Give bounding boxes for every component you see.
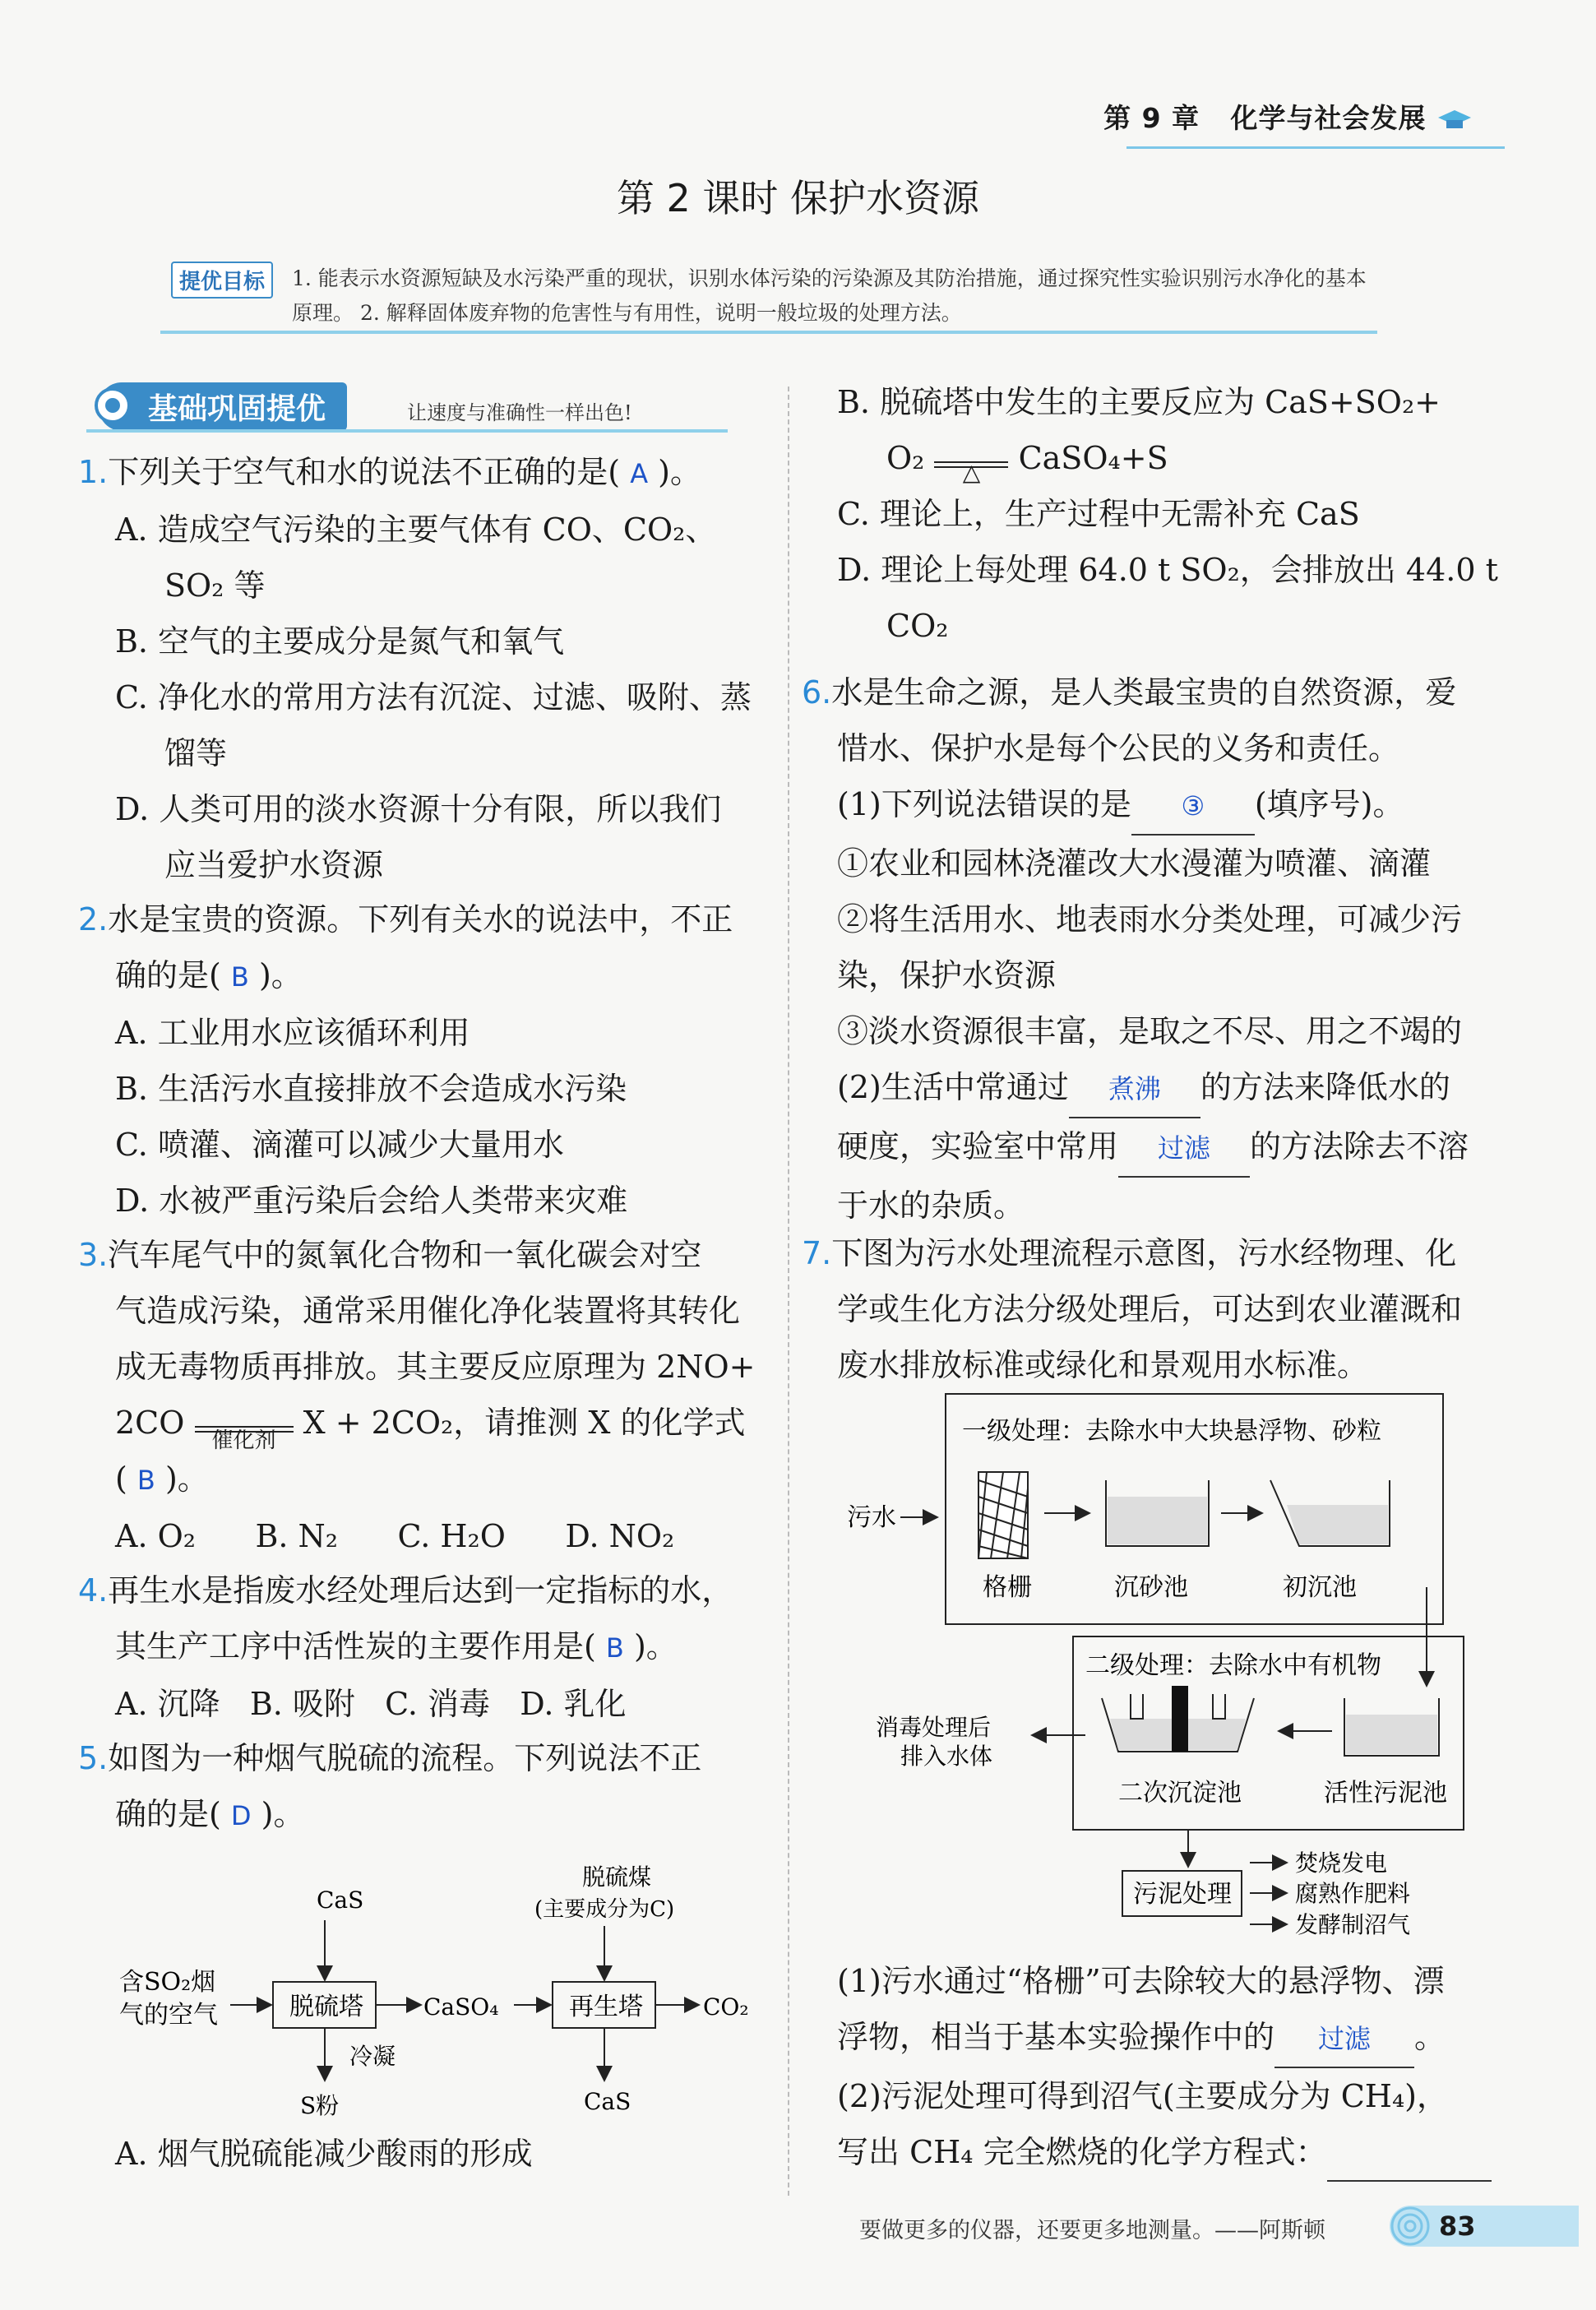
- option-d: D. 人类可用的淡水资源十分有限，所以我们: [115, 791, 722, 827]
- part-1: (1)下列说法错误的是: [837, 786, 1131, 822]
- option-d-cont: CO₂: [886, 608, 949, 644]
- heat-condition: △: [962, 459, 981, 486]
- option-c: C. 喷灌、滴灌可以减少大量用水: [115, 1127, 564, 1163]
- condense-label: 冷凝: [349, 2043, 396, 2070]
- equation-left: 2CO: [115, 1405, 185, 1441]
- statement-2: ②将生活用水、地表雨水分类处理，可减少污: [837, 901, 1463, 937]
- equation-condition: 催化剂: [211, 1428, 276, 1453]
- part-2b: 写出 CH₄ 完全燃烧的化学方程式：: [837, 2134, 1327, 2170]
- question-number: 4.: [78, 1572, 109, 1609]
- options-row: A. 沉降 B. 吸附 C. 消毒 D. 乳化: [115, 1686, 627, 1722]
- question-5: [78, 1730, 769, 1844]
- use-1: 焚烧发电: [1295, 1849, 1388, 1877]
- stage2-label: 二级处理：去除水中有机物: [1085, 1651, 1381, 1680]
- answer: B: [230, 961, 249, 993]
- use-2: 腐熟作肥料: [1295, 1880, 1411, 1907]
- question-number: 2.: [78, 901, 109, 937]
- question-stem: 汽车尾气中的氮氧化合物和一氧化碳会对空: [108, 1237, 702, 1273]
- part-2: (2)污泥处理可得到沼气(主要成分为 CH₄)，: [837, 2078, 1449, 2114]
- answer: B: [605, 1632, 624, 1664]
- reaction-equation: [78, 1395, 769, 1451]
- part-2: (2)生活中常通过: [837, 1069, 1069, 1105]
- discharge-label-2: 排入水体: [900, 1743, 993, 1770]
- question-stem-cont: 确的是(: [115, 957, 221, 993]
- page-title: 第 2 课时 保护水资源: [616, 176, 980, 220]
- target-icon: [92, 385, 133, 429]
- question-stem: 水是宝贵的资源。下列有关水的说法中，不正: [108, 901, 733, 937]
- question-stem: 如图为一种烟气脱硫的流程。下列说法不正: [108, 1740, 702, 1776]
- input-label-2: 气的空气: [119, 2001, 218, 2030]
- question-stem: 再生水是指废水经处理后达到一定指标的水，: [108, 1572, 733, 1609]
- question-stem: 下列关于空气和水的说法不正确的是(: [108, 454, 621, 490]
- chapter-number: 第 9 章: [1103, 102, 1200, 134]
- section-subtitle: 让速度与准确性一样出色!: [407, 401, 632, 424]
- stem-end: )。: [633, 1628, 678, 1664]
- secondary-tank-label: 二次沉淀池: [1118, 1779, 1242, 1808]
- option-a: A. 工业用水应该循环利用: [115, 1015, 470, 1051]
- question-stem-cont: 确的是(: [115, 1796, 221, 1832]
- goal-text: 1. 能表示水资源短缺及水污染严重的现状，识别水体污染的污染源及其防治措施，通过探究性实验识别污水净化的基本原理。 2. 解释固体废弃物的危害性与有用性，说明一般垃圾的处理方法。: [292, 266, 1367, 325]
- part-1-end: (填序号)。: [1254, 786, 1404, 822]
- question-stem-2: 气造成污染，通常采用催化净化装置将其转化: [115, 1293, 741, 1329]
- answer-blank-1: ③: [1131, 778, 1255, 836]
- part-1-end: 。: [1414, 2019, 1446, 2055]
- chapter-header: [1103, 97, 1473, 136]
- option-c-cont: 馏等: [164, 735, 228, 771]
- equation-right: CaSO₄+S: [1018, 440, 1168, 476]
- desulfurization-diagram: [115, 1859, 773, 2130]
- option-a: A. 造成空气污染的主要气体有 CO、CO₂、: [115, 512, 717, 548]
- secondary-tank: [1102, 1686, 1254, 1752]
- discharge-label: 消毒处理后: [876, 1714, 992, 1741]
- primary-tank-label: 初沉池: [1283, 1573, 1357, 1602]
- empty-blank[interactable]: [1327, 2124, 1492, 2182]
- option-a-cont: SO₂ 等: [164, 567, 266, 604]
- options-row: A. O₂ B. N₂ C. H₂O D. NO₂: [115, 1518, 675, 1554]
- answer-blank-2: 煮沸: [1069, 1061, 1200, 1118]
- stem-end: )。: [258, 957, 303, 993]
- part-1b: 浮物，相当于基本实验操作中的: [837, 2019, 1275, 2055]
- question-number: 3.: [78, 1237, 109, 1273]
- coal-composition: (主要成分为C): [534, 1897, 675, 1922]
- primary-tank: [1270, 1480, 1390, 1546]
- q5-option-a: A. 烟气脱硫能减少酸雨的形成: [115, 2136, 533, 2172]
- goal-rule: [160, 331, 1377, 334]
- statement-1: ①农业和园林浇灌改大水漫灌为喷灌、滴灌: [837, 845, 1432, 882]
- question-number: 5.: [78, 1740, 109, 1776]
- wastewater-diagram: [839, 1390, 1513, 1941]
- stem-end: )。: [261, 1796, 305, 1832]
- question-7-parts: [837, 1953, 1520, 2182]
- question-number: 7.: [802, 1235, 832, 1271]
- question-number: 6.: [802, 674, 832, 711]
- answer: B: [136, 1465, 155, 1496]
- section-rule: [86, 429, 728, 433]
- answer-blank: 过滤: [1274, 2011, 1414, 2068]
- activated-sludge-label: 活性污泥池: [1324, 1779, 1447, 1808]
- regeneration-tower: 再生塔: [569, 1993, 643, 2021]
- column-divider: [788, 387, 791, 2196]
- wastewater-label: 污水: [847, 1503, 896, 1532]
- option-b: B. 生活污水直接排放不会造成水污染: [115, 1071, 627, 1107]
- option-b-equation: [837, 430, 1520, 486]
- answer: D: [230, 1800, 252, 1831]
- header-rule: [1126, 146, 1505, 149]
- spiral-icon: [1390, 2206, 1431, 2250]
- section-title: 基础巩固提优: [99, 382, 347, 431]
- question-stem-2: 学或生化方法分级处理后，可达到农业灌溉和: [837, 1291, 1463, 1327]
- question-5-continued: [837, 374, 1520, 654]
- question-6: [802, 664, 1517, 1234]
- option-d-cont: 应当爱护水资源: [164, 847, 384, 883]
- part-2b: 硬度，实验室中常用: [837, 1128, 1119, 1164]
- question-1: [78, 444, 769, 893]
- part-2c: 于水的杂质。: [837, 1187, 1025, 1224]
- caso4-label: CaSO₄: [423, 1993, 499, 2021]
- option-b: B. 脱硫塔中发生的主要反应为 CaS+SO₂+: [837, 384, 1441, 420]
- option-c: C. 净化水的常用方法有沉淀、过滤、吸附、蒸: [115, 679, 752, 715]
- graduation-cap-icon: [1436, 108, 1473, 132]
- answer: A: [630, 458, 649, 489]
- statement-3: ③淡水资源很丰富，是取之不尽、用之不竭的: [837, 1013, 1463, 1049]
- question-2: [78, 891, 769, 1229]
- equation-right: X + 2CO₂，请推测 X 的化学式: [303, 1405, 746, 1441]
- goal-tag: 提优目标: [171, 262, 273, 299]
- chapter-title: 化学与社会发展: [1230, 102, 1427, 134]
- question-4: [78, 1562, 769, 1732]
- grid-screen: [978, 1472, 1028, 1558]
- question-stem: 水是生命之源，是人类最宝贵的自然资源，爱: [831, 674, 1457, 711]
- question-stem-cont: 惜水、保护水是每个公民的义务和责任。: [837, 730, 1400, 766]
- stem-end: )。: [658, 454, 701, 490]
- coal-label: 脱硫煤: [582, 1863, 652, 1891]
- option-b: B. 空气的主要成分是氮气和氧气: [115, 623, 565, 660]
- question-stem-3: 废水排放标准或绿化和景观用水标准。: [837, 1347, 1369, 1383]
- option-d: D. 理论上每处理 64.0 t SO₂，会排放出 44.0 t: [837, 552, 1498, 588]
- question-stem-cont: 其生产工序中活性炭的主要作用是(: [115, 1628, 596, 1664]
- sulfur-powder: S粉: [300, 2092, 340, 2119]
- cas-top: CaS: [317, 1886, 364, 1914]
- activated-sludge-tank: [1344, 1698, 1439, 1756]
- part-2b-end: 的方法除去不溶: [1250, 1128, 1469, 1164]
- page-number: 83: [1439, 2210, 1476, 2242]
- part-2-mid: 的方法来降低水的: [1200, 1069, 1450, 1105]
- equation-left: O₂: [886, 440, 925, 476]
- footer-quote: 要做更多的仪器，还要更多地测量。——阿斯顿: [859, 2218, 1325, 2243]
- desulfurization-tower: 脱硫塔: [289, 1993, 363, 2021]
- input-label: 含SO₂烟: [119, 1968, 216, 1997]
- cas-bottom: CaS: [584, 2088, 631, 2115]
- grit-chamber-label: 沉砂池: [1114, 1573, 1188, 1602]
- stem-end: )。: [164, 1461, 209, 1497]
- co2-label: CO₂: [703, 1993, 749, 2021]
- grid-label: 格栅: [983, 1573, 1032, 1602]
- question-3: [78, 1227, 769, 1564]
- part-1: (1)污水通过“格栅”可去除较大的悬浮物、漂: [837, 1963, 1445, 1999]
- question-stem: 下图为污水处理流程示意图，污水经物理、化: [831, 1235, 1457, 1271]
- use-3: 发酵制沼气: [1295, 1911, 1411, 1938]
- option-c: C. 理论上，生产过程中无需补充 CaS: [837, 496, 1360, 532]
- answer-blank-3: 过滤: [1118, 1120, 1250, 1178]
- paren-open: (: [115, 1461, 127, 1497]
- option-d: D. 水被严重污染后会给人类带来灾难: [115, 1183, 628, 1219]
- grit-chamber: [1106, 1480, 1209, 1546]
- question-7: [802, 1225, 1517, 1393]
- sludge-label: 污泥处理: [1133, 1880, 1232, 1909]
- stage1-label: 一级处理：去除水中大块悬浮物、砂粒: [962, 1417, 1381, 1446]
- statement-2-cont: 染，保护水资源: [837, 957, 1057, 993]
- question-number: 1.: [78, 454, 109, 490]
- question-stem-3: 成无毒物质再排放。其主要反应原理为 2NO+: [115, 1349, 756, 1385]
